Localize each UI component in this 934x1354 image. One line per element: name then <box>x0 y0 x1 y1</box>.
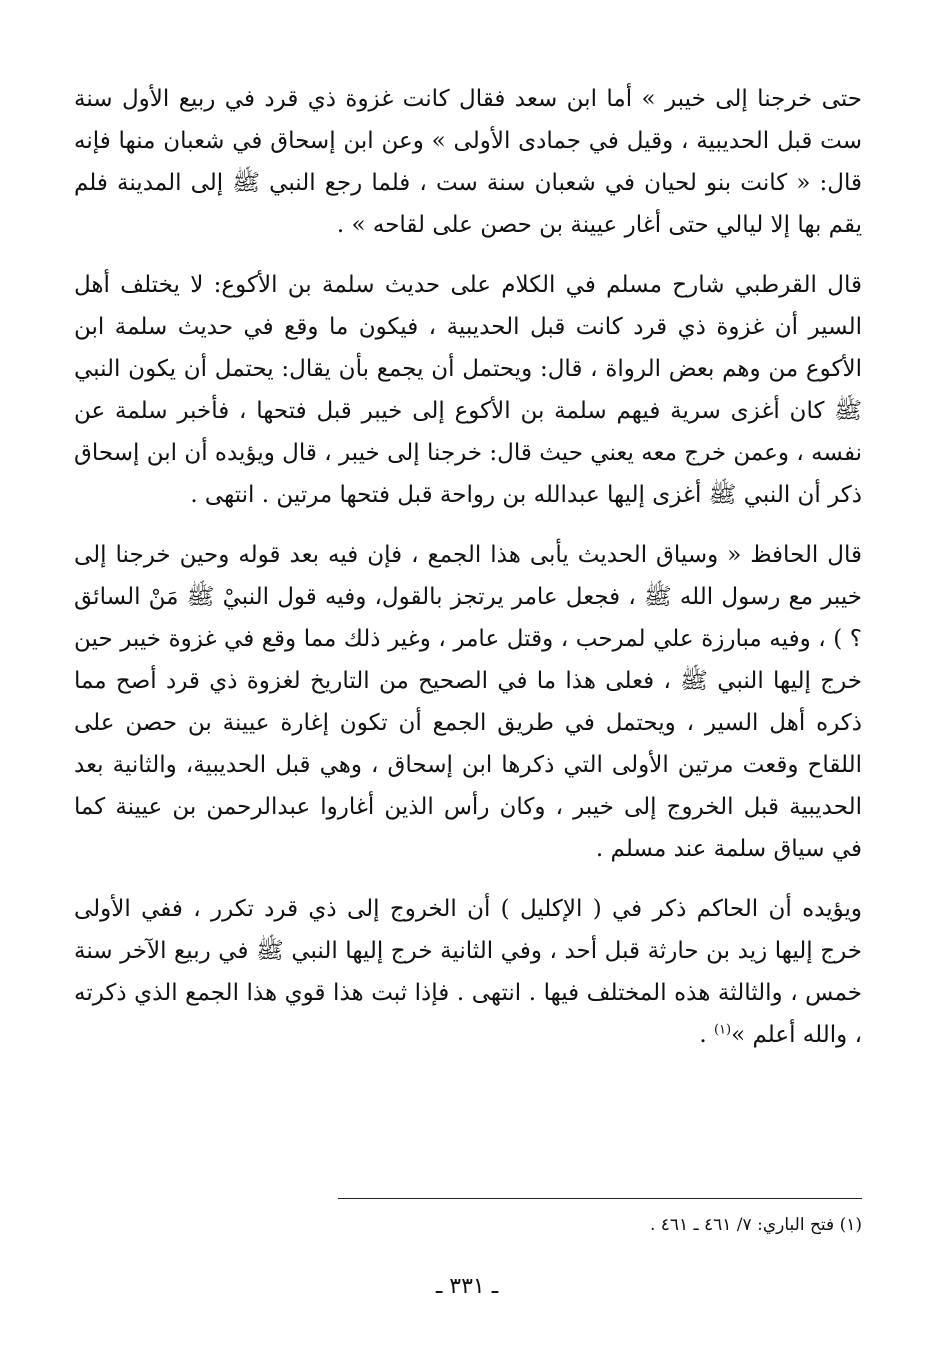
footnote-divider <box>338 1198 862 1199</box>
paragraph-1: حتى خرجنا إلى خيبر » أما ابن سعد فقال كانت غزوة ذي قرد في ربيع الأول سنة ست قبل الحديبية ، وقيل في جمادى الأولى » وعن ابن إسحاق في شعبان منها فإنه قال: « كانت بنو لحيان في شعبان سنة ست ، فلما رجع النبي ﷺ إلى المدينة فلم يقم بها إلا ليالي حتى أغار عيينة بن حصن على لقاحه » . <box>74 86 862 238</box>
footnote: (١) فتح الباري: ٧/ ٤٦١ ـ ٤٦١ . <box>649 1215 862 1235</box>
footnote-marker: (١) <box>713 1022 732 1038</box>
paragraph-2: قال القرطبي شارح مسلم في الكلام على حديث سلمة بن الأكوع: لا يختلف أهل السير أن غزوة ذي قرد كانت قبل الحديبية ، فيكون ما وقع في حديث سلمة ابن الأكوع من وهم بعض الرواة ، قال: ويحتمل أن يجمع بأن يقال: يحتمل أن يكون النبي ﷺ كان أغزى سرية فيهم سلمة بن الأكوع إلى خيبر قبل فتحها ، فأخبر سلمة عن نفسه ، وعمن خرج معه يعني حيث قال: خرجنا إلى خيبر ، قال ويؤيده أن ابن إسحاق ذكر أن النبي ﷺ أغزى إليها عبدالله بن رواحة قبل فتحها مرتين . انتهى . <box>74 272 862 508</box>
paragraph-4-text: ويؤيده أن الحاكم ذكر في ( الإكليل ) أن الخروج إلى ذي قرد تكرر ، ففي الأولى خرج إليها زيد بن حارثة قبل أحد ، وفي الثانية خرج إليها النبي ﷺ في ربيع الآخر سنة خمس ، والثالثة هذه المختلف فيها . انتهى . فإذا ثبت هذا قوي هذا الجمع الذي ذكرته ، والله أعلم » <box>74 896 862 1048</box>
page-number: ـ ٣٣١ ـ <box>435 1274 499 1299</box>
main-text <box>74 78 862 1056</box>
paragraph-3: قال الحافظ « وسياق الحديث يأبى هذا الجمع ، فإن فيه بعد قوله وحين خرجنا إلى خيبر مع رسول الله ﷺ ، فجعل عامر يرتجز بالقول، وفيه قول النبيْ ﷺ مَنْ السائق ؟ ) ، وفيه مبارزة علي لمرحب ، وقتل عامر ، وغير ذلك مما وقع في غزوة خيبر حين خرج إليها النبي ﷺ ، فعلى هذا ما في الصحيح من التاريخ لغزوة ذي قرد أصح مما ذكره أهل السير ، ويحتمل في طريق الجمع أن تكون إغارة عيينة بن حصن على اللقاح وقعت مرتين الأولى التي ذكرها ابن إسحاق ، وهي قبل الحديبية، والثانية بعد الحديبية قبل الخروج إلى خيبر ، وكان رأس الذين أغاروا عبدالرحمن بن عيينة كما في سياق سلمة عند مسلم . <box>74 542 862 862</box>
paragraph-4-tail: . <box>699 1022 714 1048</box>
paragraph-4 <box>74 888 862 1056</box>
